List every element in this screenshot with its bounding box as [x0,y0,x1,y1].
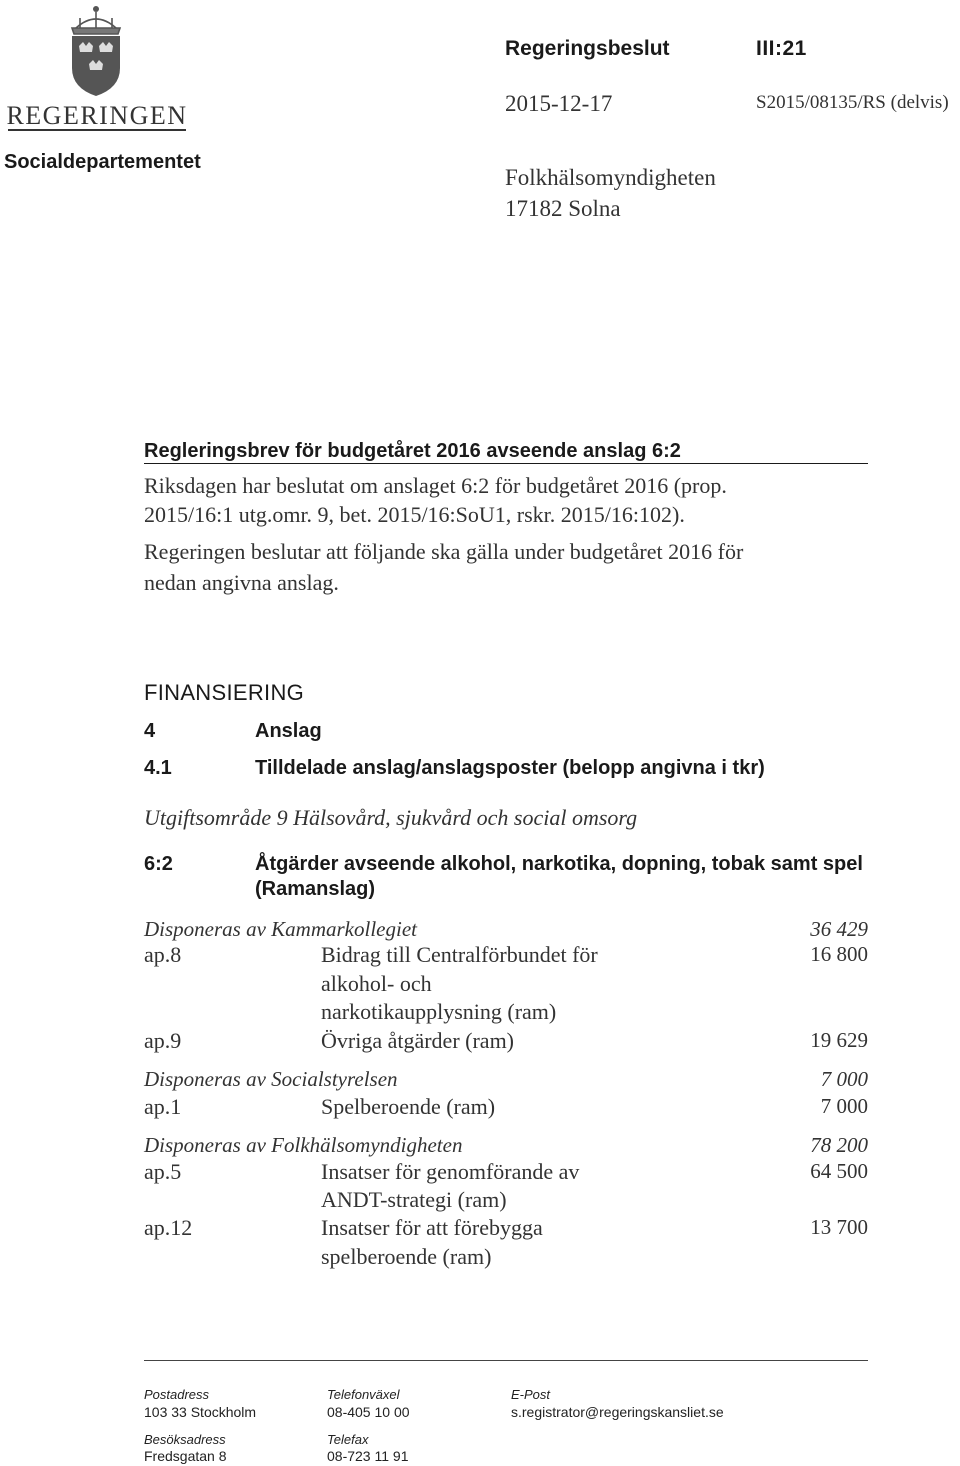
intro-line: nedan angivna anslag. [144,570,339,595]
item-desc: spelberoende (ram) [321,1244,492,1269]
intro-line: Riksdagen har beslutat om anslaget 6:2 för budgetåret 2016 (prop. [144,473,727,498]
footer-postal-label: Postadress [144,1387,210,1402]
government-logo [6,2,188,132]
intro-line: Regeringen beslutar att följande ska gälla under budgetåret 2016 för [144,539,744,564]
section-title: Tilldelade anslag/anslagsposter (belopp angivna i tkr) [255,757,765,779]
document-reference: S2015/08135/RS (delvis) [756,92,949,113]
item-code: ap.5 [144,1159,182,1184]
item-desc: Insatser för genomförande av [321,1159,580,1184]
group-label: Disponeras av Kammarkollegiet [144,917,417,941]
item-desc: alkohol- och [321,971,432,996]
group-label: Disponeras av Folkhälsomyndigheten [144,1133,463,1157]
footer-phone-label: Telefonväxel [327,1387,400,1402]
item-code: ap.8 [144,942,182,967]
footer-postal-value: 103 33 Stockholm [144,1404,257,1420]
footer-email-value[interactable]: s.registrator@regeringskansliet.se [511,1404,724,1420]
section-title: Anslag [255,720,322,742]
heading-divider [144,463,868,464]
intro-line: 2015/16:1 utg.omr. 9, bet. 2015/16:SoU1, rskr. 2015/16:102). [144,502,685,527]
item-code: ap.12 [144,1215,193,1240]
item-desc: ANDT-strategi (ram) [321,1187,507,1212]
financing-title: FINANSIERING [144,680,305,705]
item-desc: Insatser för att förebygga [321,1215,543,1240]
appropriation-code: 6:2 [144,853,173,875]
recipient-postal: 17182 Solna [505,196,621,221]
section-number: 4 [144,720,156,742]
item-desc: Spelberoende (ram) [321,1094,496,1119]
group-label: Disponeras av Socialstyrelsen [144,1067,398,1091]
group-amount: 78 200 [810,1133,868,1157]
document-date: 2015-12-17 [505,91,613,116]
footer-fax-label: Telefax [327,1432,369,1447]
item-amount: 7 000 [820,1094,868,1118]
group-amount: 36 429 [810,917,868,941]
item-amount: 16 800 [810,942,868,966]
item-desc: Övriga åtgärder (ram) [321,1028,515,1053]
expenditure-area: Utgiftsområde 9 Hälsovård, sjukvård och social omsorg [144,805,638,830]
logo-wordmark: REGERINGEN [6,101,188,130]
item-desc: narkotikaupplysning (ram) [321,999,557,1024]
crown-shield-icon [6,2,188,132]
document-number: III:21 [756,37,807,60]
item-desc: Bidrag till Centralförbundet för [321,942,598,967]
footer-visit-label: Besöksadress [144,1432,226,1447]
group-amount: 7 000 [820,1067,868,1091]
item-amount: 19 629 [810,1028,868,1052]
footer-fax-value: 08-723 11 91 [327,1448,409,1464]
appropriation-title: (Ramanslag) [255,878,376,900]
department-name: Socialdepartementet [4,151,201,173]
item-code: ap.1 [144,1094,182,1119]
item-amount: 64 500 [810,1159,868,1183]
footer-phone-value: 08-405 10 00 [327,1404,410,1420]
letter-heading: Regleringsbrev för budgetåret 2016 avseende anslag 6:2 [144,440,681,462]
footer-divider [144,1360,868,1361]
footer-visit-value: Fredsgatan 8 [144,1448,227,1464]
item-amount: 13 700 [810,1215,868,1239]
footer-email-label: E-Post [511,1387,551,1402]
section-number: 4.1 [144,757,172,779]
item-code: ap.9 [144,1028,182,1053]
recipient-name: Folkhälsomyndigheten [505,165,716,190]
appropriation-title: Åtgärder avseende alkohol, narkotika, dopning, tobak samt spel [255,853,863,875]
document-type: Regeringsbeslut [505,37,670,60]
